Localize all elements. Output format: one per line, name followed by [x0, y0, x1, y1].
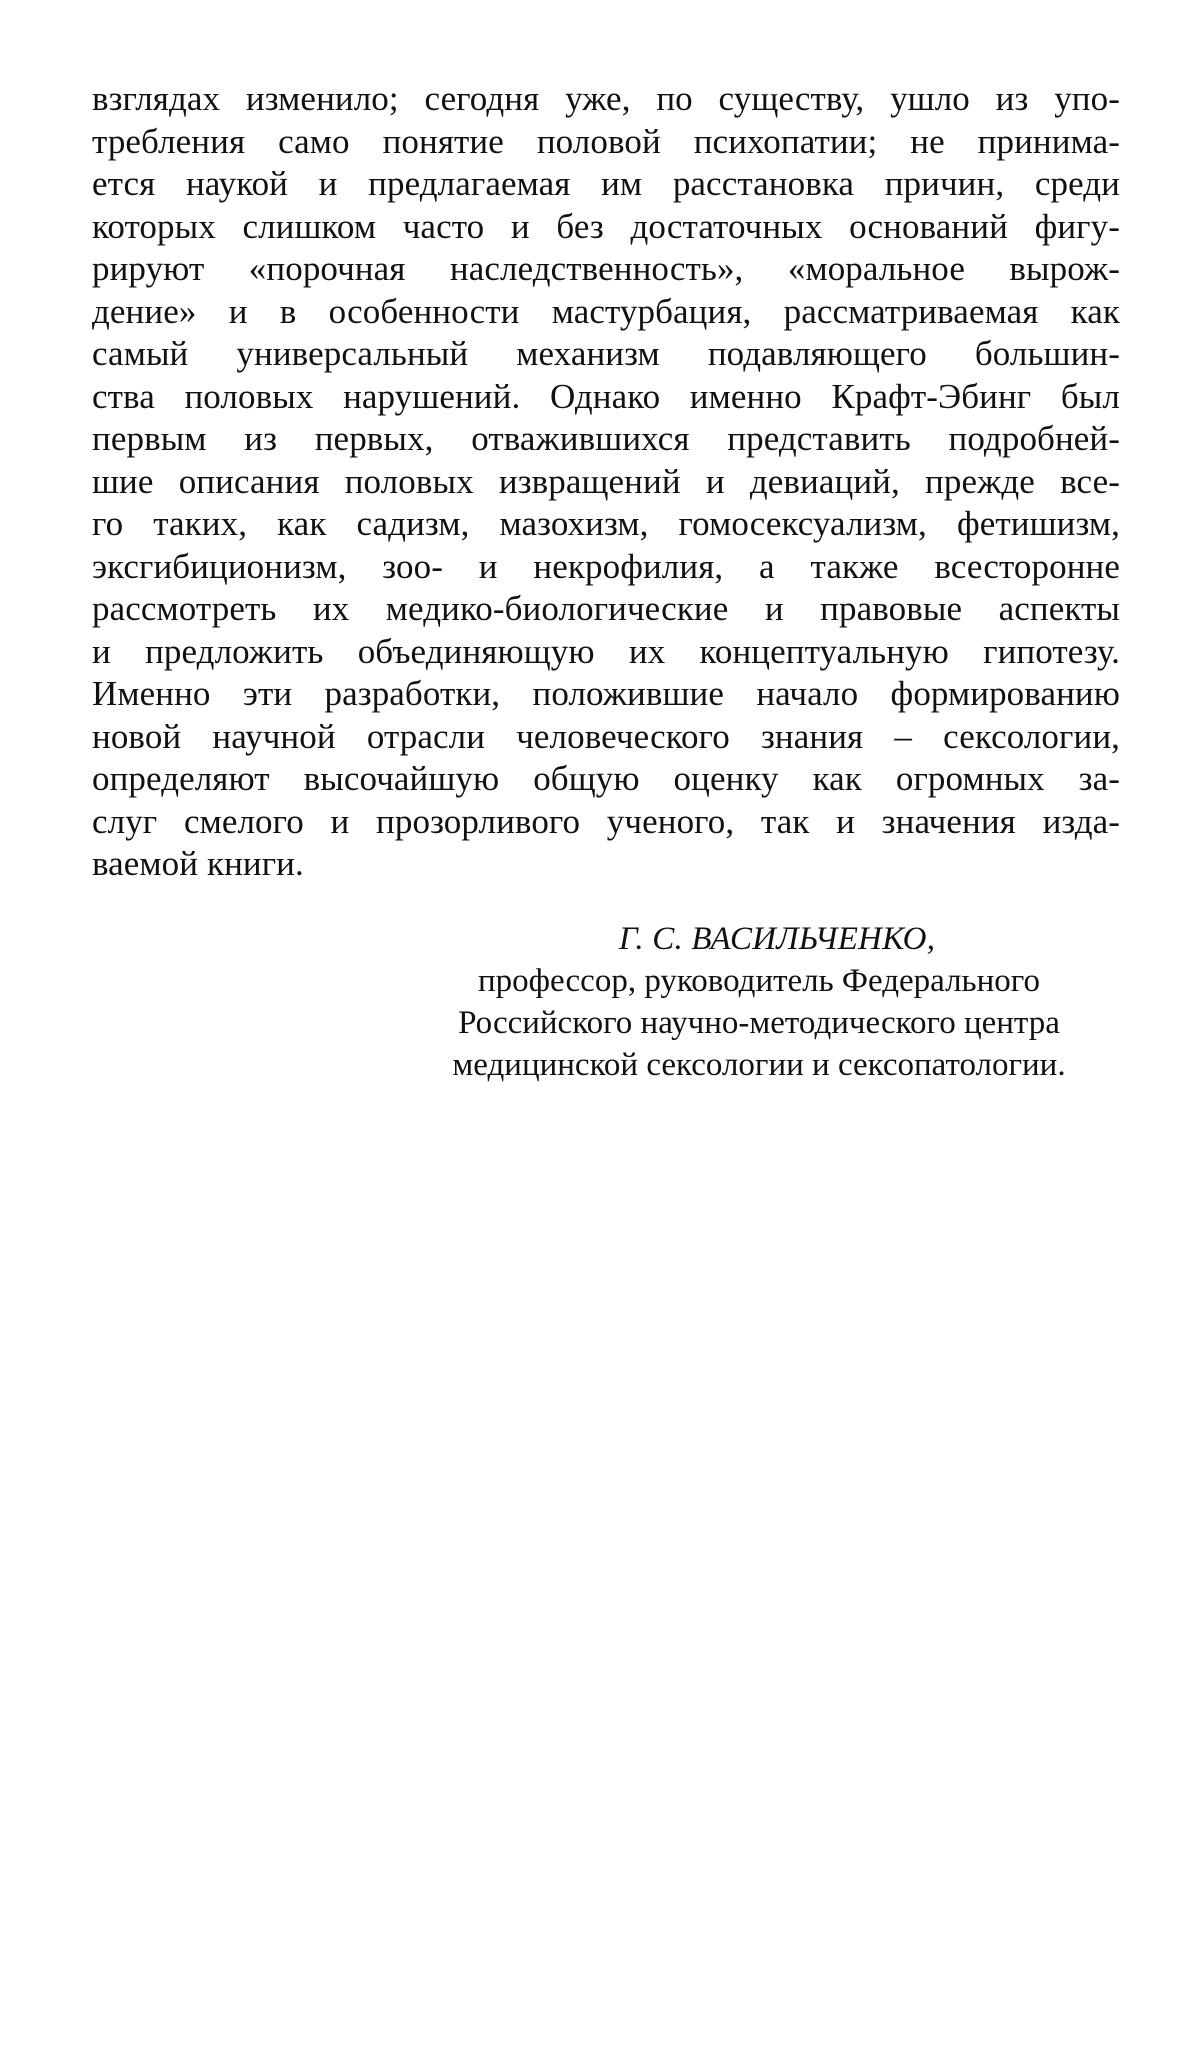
body-line: рассмотреть их медико-биологические и правовые аспекты	[92, 589, 1120, 628]
body-line: эксгибиционизм, зоо- и некрофилия, а также всесторонне	[92, 546, 1120, 586]
body-line: слуг смелого и прозорливого ученого, так и значения изда-	[92, 801, 1120, 841]
body-line: самый универсальный механизм подавляющего большин-	[92, 334, 1120, 373]
author-name: Г. С. ВАСИЛЬЧЕНКО,	[618, 921, 936, 957]
body-line: дение» и в особенности мастурбация, рассматриваемая как	[92, 291, 1120, 331]
body-text	[92, 78, 1120, 886]
body-line: шие описания половых извращений и девиаций, прежде все-	[92, 461, 1120, 501]
body-line: требления само понятие половой психопатии; не принима-	[92, 121, 1120, 161]
body-line: Именно эти разработки, положившие начало формированию	[92, 674, 1120, 713]
author-title-line: медицинской сексологии и сексопатологии.	[452, 1047, 1066, 1083]
author-title-line: Российского научно-методического центра	[458, 1005, 1060, 1041]
body-line: первым из первых, отважившихся представить подробней-	[92, 419, 1120, 458]
body-line: которых слишком часто и без достаточных оснований фигу-	[92, 206, 1120, 246]
body-line: го таких, как садизм, мазохизм, гомосексуализм, фетишизм,	[92, 504, 1120, 543]
body-line: взглядах изменило; сегодня уже, по существу, ушло из упо-	[92, 79, 1120, 118]
body-line: ства половых нарушений. Однако именно Крафт-Эбинг был	[92, 376, 1120, 416]
body-line: новой научной отрасли человеческого знания – сексологии,	[92, 716, 1120, 756]
signature-block	[398, 918, 1120, 1086]
body-line: ется наукой и предлагаемая им расстановка причин, среди	[92, 164, 1120, 203]
body-line-last: ваемой книги.	[92, 844, 304, 883]
body-line: рируют «порочная наследственность», «моральное вырож-	[92, 249, 1120, 288]
body-line: определяют высочайшую общую оценку как огромных за-	[92, 759, 1120, 798]
author-title-line: профессор, руководитель Федерального	[478, 963, 1040, 999]
body-line: и предложить объединяющую их концептуальную гипотезу.	[92, 631, 1120, 671]
